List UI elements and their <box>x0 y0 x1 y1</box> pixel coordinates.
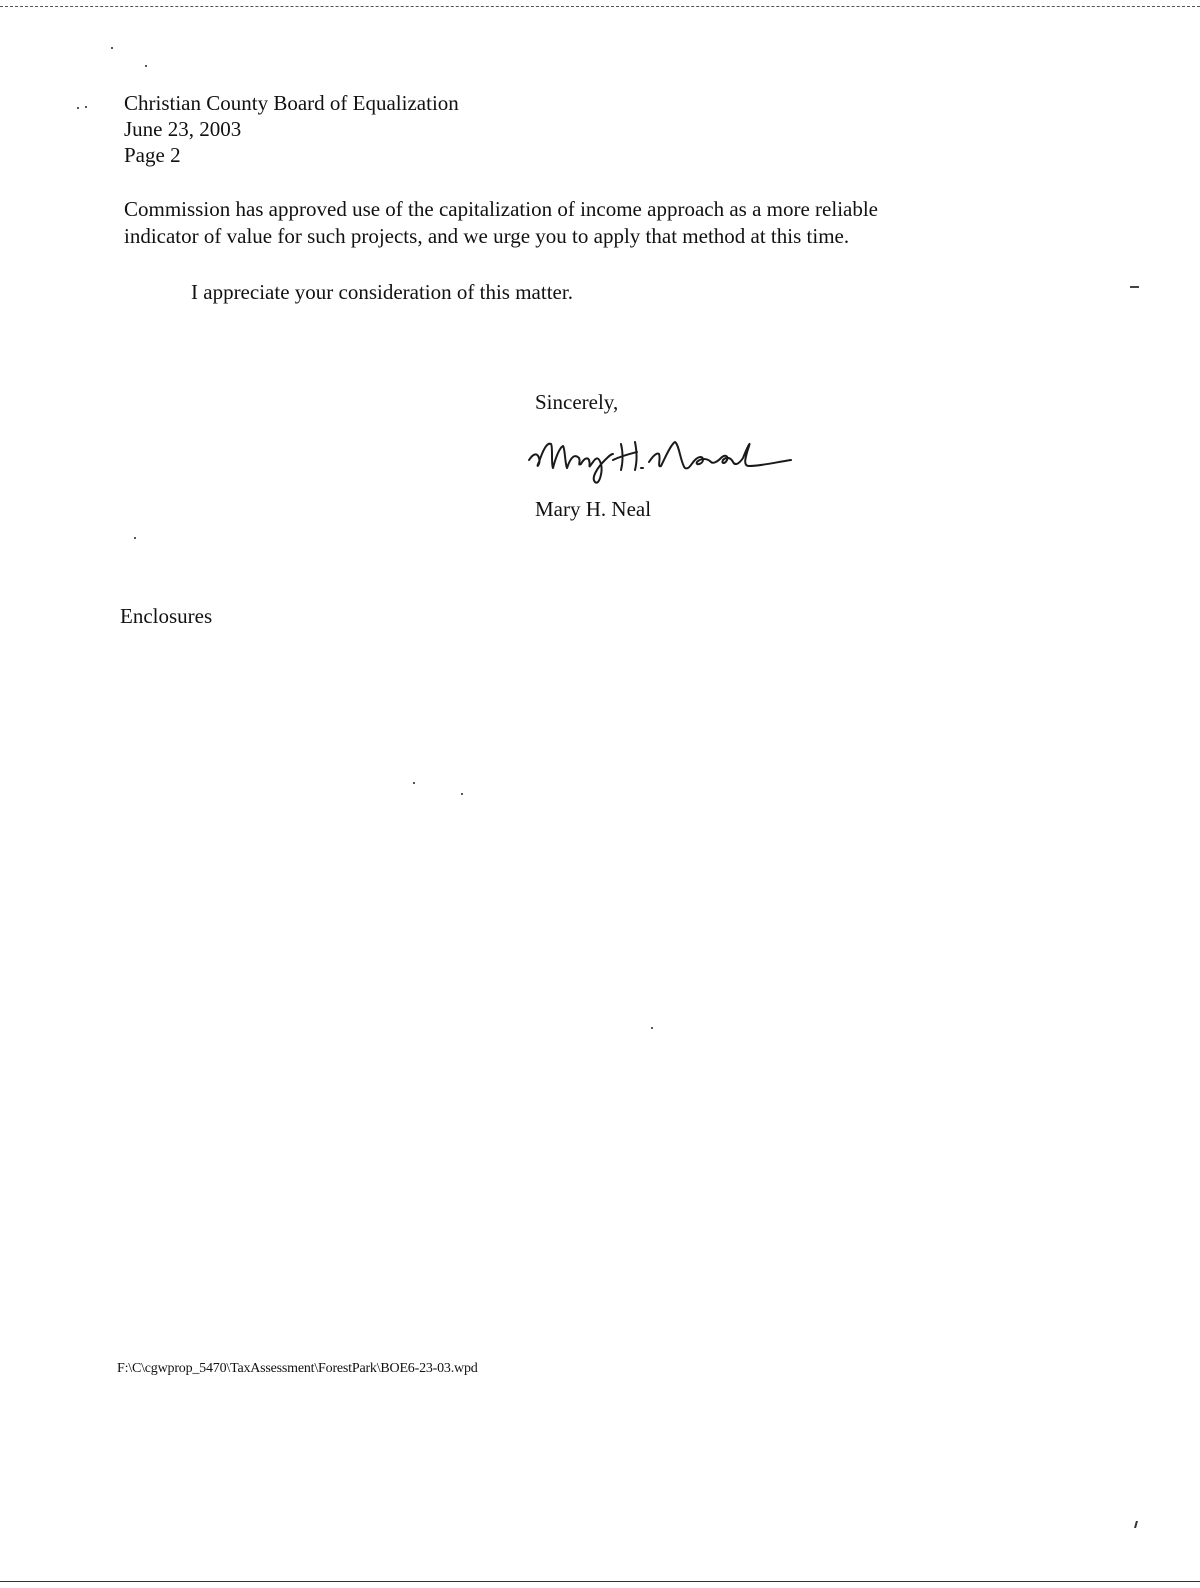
closing-salutation: Sincerely, <box>535 390 619 414</box>
handwritten-signature <box>525 430 795 490</box>
recipient-name: Christian County Board of Equalization <box>124 91 459 115</box>
scan-speck <box>134 537 136 539</box>
scan-speck <box>111 47 113 49</box>
top-scan-border <box>0 6 1200 7</box>
body-paragraph-1 <box>124 196 984 250</box>
scan-speck <box>461 793 463 795</box>
letter-header <box>124 90 459 168</box>
scan-speck <box>145 65 147 67</box>
letter-date: June 23, 2003 <box>124 117 242 141</box>
scan-speck <box>77 107 79 109</box>
paragraph-line: indicator of value for such projects, and we urge you to apply that method at this time. <box>124 224 850 248</box>
scan-tick <box>1134 1521 1138 1528</box>
scan-speck <box>651 1027 653 1029</box>
scan-speck <box>85 106 87 108</box>
file-path-footer: F:\C\cgwprop_5470\TaxAssessment\ForestPark\BOE6-23-03.wpd <box>117 1361 478 1376</box>
bottom-scan-border <box>0 1581 1200 1582</box>
paragraph-line: Commission has approved use of the capitalization of income approach as a more reliable <box>124 197 879 221</box>
page-number: Page 2 <box>124 143 181 167</box>
scan-speck <box>413 782 415 784</box>
body-paragraph-2: I appreciate your consideration of this matter. <box>191 280 573 304</box>
signer-name: Mary H. Neal <box>535 497 652 521</box>
enclosures-note: Enclosures <box>120 604 213 628</box>
scan-dash <box>1130 286 1139 288</box>
